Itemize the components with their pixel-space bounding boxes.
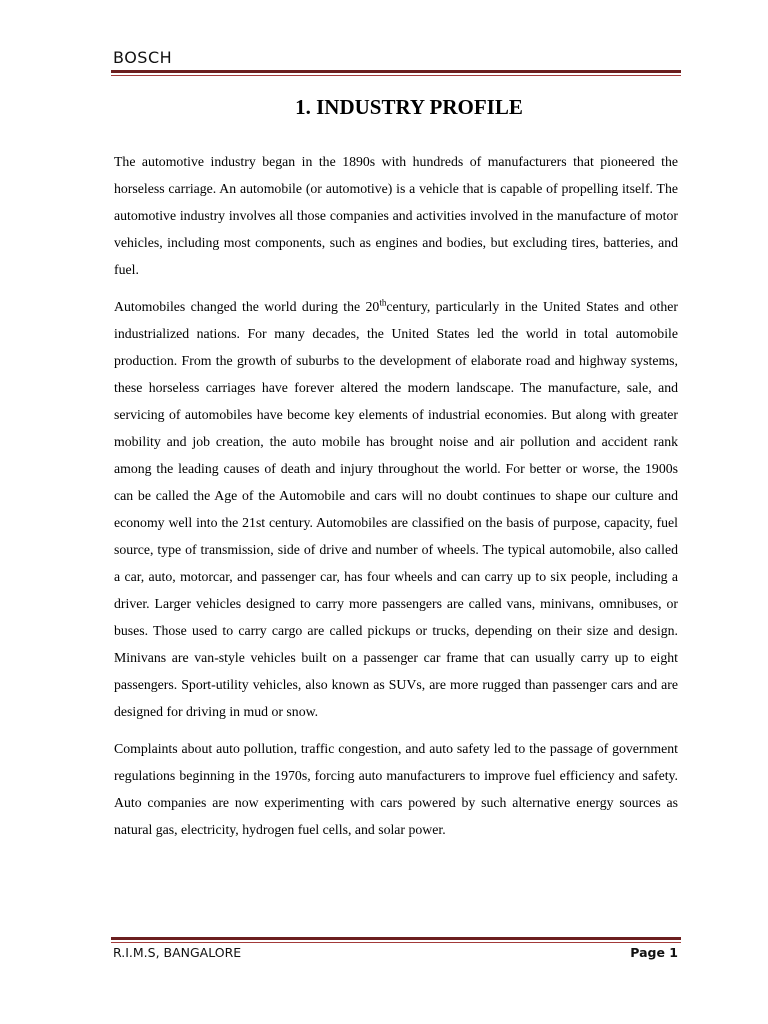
page-title: 1. INDUSTRY PROFILE	[295, 95, 523, 119]
header-rule	[111, 70, 681, 76]
footer-rule	[111, 937, 681, 943]
footer-page-number: Page 1	[630, 945, 678, 960]
paragraph-2-start: Automobiles changed the world during the 20	[114, 299, 380, 314]
header-company: BOSCH	[113, 48, 173, 67]
body-content	[114, 148, 678, 853]
paragraph-2-superscript: th	[379, 297, 387, 308]
paragraph-3: Complaints about auto pollution, traffic congestion, and auto safety led to the passage of government regulations beginning in the 1970s, forcing auto manufacturers to improve fuel efficiency and safety. Auto companies are now experimenting with cars powered by such alternative energy sources as natural gas, electricity, hydrogen fuel cells, and solar power.	[114, 741, 678, 837]
footer-institution: R.I.M.S, BANGALORE	[113, 945, 242, 960]
paragraph-1: The automotive industry began in the 1890s with hundreds of manufacturers that pioneered the horseless carriage. An automobile (or automotive) is a vehicle that is capable of propelling itself. The automotive industry involves all those companies and activities involved in the manufacture of motor vehicles, including most components, such as engines and bodies, but excluding tires, batteries, and fuel.	[114, 154, 678, 277]
paragraph-2-rest: century, particularly in the United States and other industrialized nations. For many decades, the United States led the world in total automobile production. From the growth of suburbs to the development of elaborate road and highway systems, these horseless carriages have forever altered the modern landscape. The manufacture, sale, and servicing of automobiles have become key elements of industrial economies. But along with greater mobility and job creation, the auto mobile has brought noise and air pollution and accident rank among the leading causes of death and injury throughout the world. For better or worse, the 1900s can be called the Age of the Automobile and cars will no doubt continues to shape our culture and economy well into the 21st century. Automobiles are classified on the basis of purpose, capacity, fuel source, type of transmission, side of drive and number of wheels. The typical automobile, also called a car, auto, motorcar, and passenger car, has four wheels and can carry up to six people, including a driver. Larger vehicles designed to carry more passengers are called vans, minivans, omnibuses, or buses. Those used to carry cargo are called pickups or trucks, depending on their size and design. Minivans are van-style vehicles built on a passenger car frame that can usually carry up to eight passengers. Sport-utility vehicles, also known as SUVs, are more rugged than passenger cars and are designed for driving in mud or snow.	[114, 299, 678, 719]
paragraph-2	[114, 293, 678, 725]
